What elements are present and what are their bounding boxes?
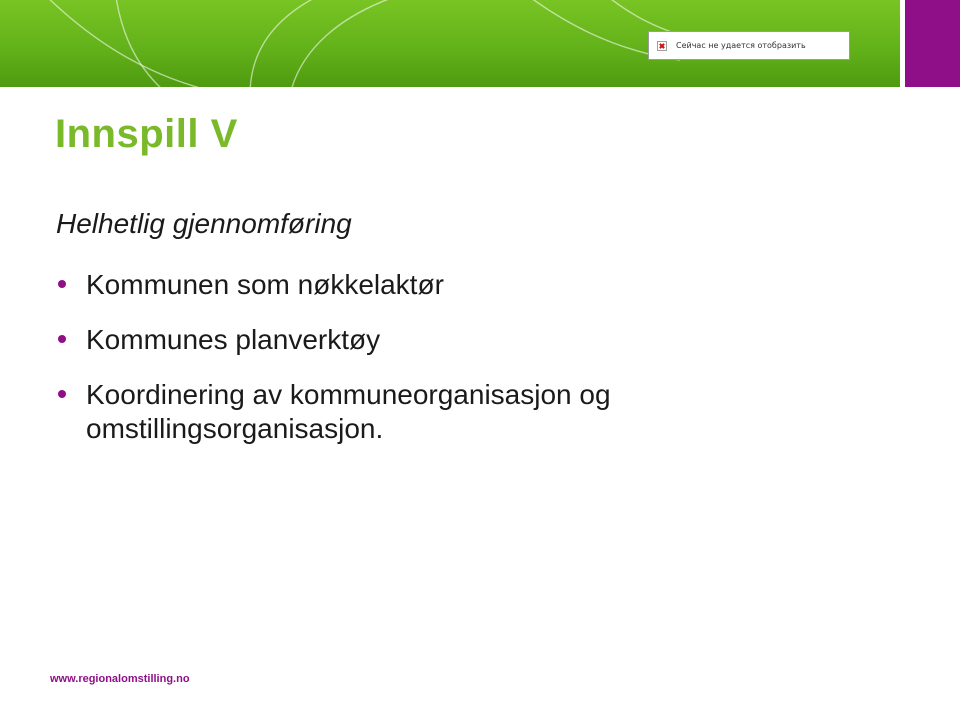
slide-title: Innspill V — [55, 112, 238, 156]
broken-image-placeholder — [648, 31, 850, 60]
purple-corner-block — [905, 0, 960, 87]
bullet-item — [56, 268, 876, 302]
bullet-item — [56, 378, 876, 446]
bullet-dot-icon — [58, 390, 66, 398]
bullet-text: Koordinering av kommuneorganisasjon og omstillingsorganisasjon. — [86, 379, 611, 444]
footer-url: www.regionalomstilling.no — [50, 673, 190, 685]
bullet-text: Kommunes planverktøy — [86, 324, 381, 355]
bullet-list — [56, 268, 876, 467]
slide-subtitle: Helhetlig gjennomføring — [56, 208, 352, 239]
broken-image-message: Сейчас не удается отобразить — [676, 41, 806, 50]
broken-image-icon — [657, 41, 667, 51]
bullet-item — [56, 323, 876, 357]
bullet-dot-icon — [58, 280, 66, 288]
bullet-text: Kommunen som nøkkelaktør — [86, 269, 444, 300]
header-band — [0, 0, 900, 87]
bullet-dot-icon — [58, 335, 66, 343]
